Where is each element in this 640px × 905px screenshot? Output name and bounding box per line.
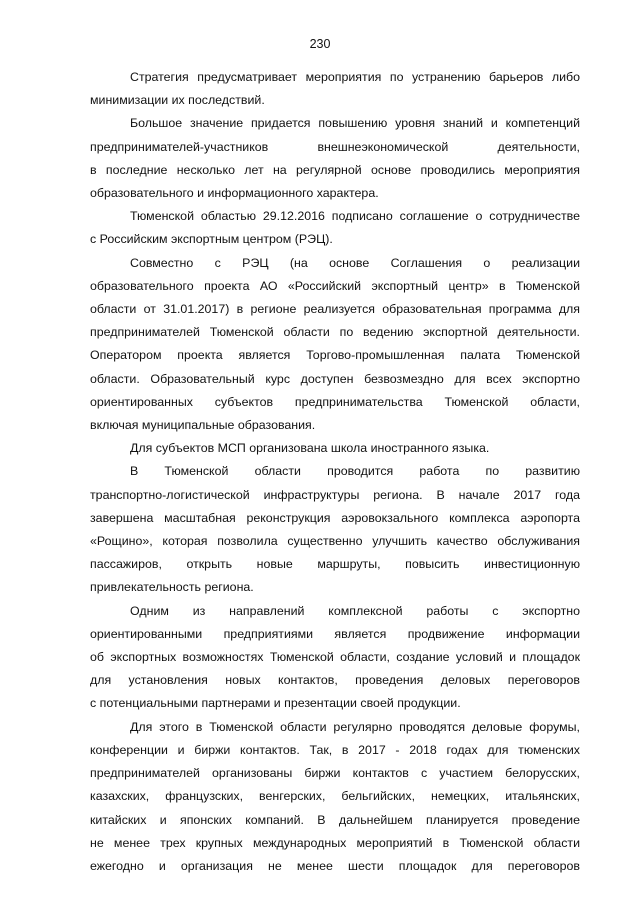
- text-line: для установления новых контактов, проведения деловых переговоров: [90, 673, 580, 688]
- text-line: завершена масштабная реконструкция аэровокзального комплекса аэропорта: [90, 510, 580, 525]
- text-line: с Российским экспортным центром (РЭЦ).: [90, 232, 333, 247]
- paragraph: [90, 600, 580, 716]
- text-line: области от 31.01.2017) в регионе реализуется образовательная программа для: [90, 302, 580, 317]
- paragraph: [90, 716, 580, 878]
- text-line: ежегодно и организация не менее шести площадок для переговоров: [90, 858, 580, 873]
- paragraph: [90, 437, 580, 460]
- text-line: «Рощино», которая позволила существенно улучшить качество обслуживания: [90, 534, 580, 549]
- text-line: ориентированных субъектов предпринимательства Тюменской области,: [90, 394, 580, 409]
- text-line: Тюменской областью 29.12.2016 подписано соглашение о сотрудничестве: [130, 209, 580, 224]
- text-line: в последние несколько лет на регулярной основе проводились мероприятия: [90, 162, 580, 177]
- document-body: [90, 66, 580, 878]
- text-line: Стратегия предусматривает мероприятия по устранению барьеров либо: [130, 70, 580, 84]
- text-line: минимизации их последствий.: [90, 93, 265, 108]
- page-number: 230: [309, 37, 331, 51]
- paragraph: [90, 205, 580, 251]
- paragraph: [90, 66, 580, 112]
- text-line: области. Образовательный курс доступен безвозмездно для всех экспортно: [90, 371, 580, 386]
- text-line: привлекательность региона.: [90, 580, 254, 595]
- text-line: предпринимателей Тюменской области по ведению экспортной деятельности.: [90, 325, 580, 340]
- text-line: Одним из направлений комплексной работы с экспортно: [130, 603, 580, 618]
- text-line: ориентированными предприятиями является продвижение информации: [90, 626, 580, 641]
- text-line: Для этого в Тюменской области регулярно проводятся деловые форумы,: [130, 719, 580, 734]
- text-line: включая муниципальные образования.: [90, 418, 316, 433]
- text-line: предпринимателей-участников внешнеэкономической деятельности,: [90, 139, 580, 154]
- text-line: образовательного проекта АО «Российский экспортный центр» в Тюменской: [90, 278, 580, 293]
- text-line: Для субъектов МСП организована школа иностранного языка.: [130, 441, 490, 456]
- text-line: об экспортных возможностях Тюменской области, создание условий и площадок: [90, 650, 580, 665]
- text-line: Большое значение придается повышению уровня знаний и компетенций: [130, 116, 580, 131]
- text-line: конференции и биржи контактов. Так, в 2017 - 2018 годах для тюменских: [90, 742, 580, 757]
- text-line: Оператором проекта является Торгово-промышленная палата Тюменской: [90, 348, 580, 363]
- text-line: китайских и японских компаний. В дальнейшем планируется проведение: [90, 812, 580, 827]
- text-line: Совместно с РЭЦ (на основе Соглашения о реализации: [130, 255, 580, 270]
- text-line: с потенциальными партнерами и презентации своей продукции.: [90, 696, 461, 711]
- paragraph: [90, 460, 580, 599]
- paragraph: [90, 112, 580, 205]
- text-line: В Тюменской области проводится работа по развитию: [130, 464, 580, 479]
- text-line: казахских, французских, венгерских, бельгийских, немецких, итальянских,: [90, 789, 580, 804]
- text-line: образовательного и информационного характера.: [90, 186, 379, 201]
- text-line: пассажиров, открыть новые маршруты, повысить инвестиционную: [90, 557, 580, 572]
- paragraph: [90, 252, 580, 438]
- text-line: предпринимателей организованы биржи контактов с участием белорусских,: [90, 766, 580, 781]
- text-line: не менее трех крупных международных мероприятий в Тюменской области: [90, 835, 580, 850]
- text-line: транспортно-логистической инфраструктуры региона. В начале 2017 года: [90, 487, 580, 502]
